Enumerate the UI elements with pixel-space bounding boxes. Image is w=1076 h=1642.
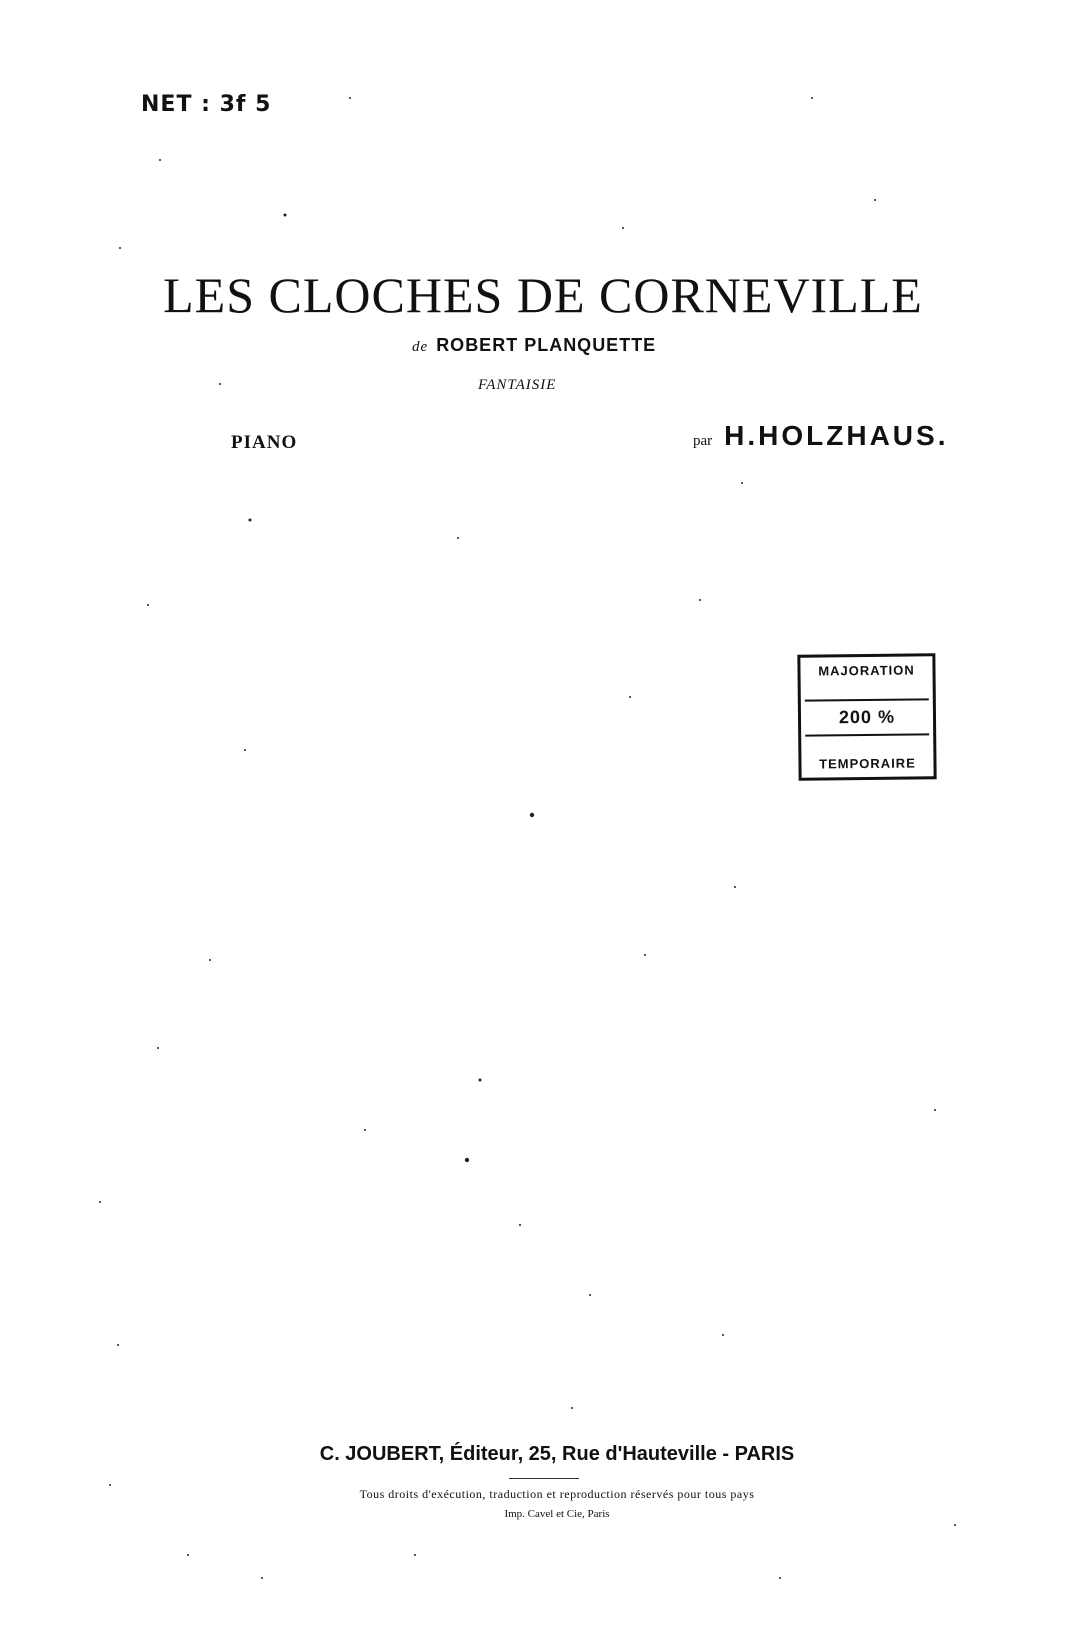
divider — [509, 1478, 579, 1479]
subtitle: FANTAISIE — [478, 377, 557, 393]
publisher-line — [0, 1443, 1076, 1466]
stamp-line-3: TEMPORAIRE — [819, 755, 916, 772]
title-text: LES CLOCHES DE CORNEVILLE — [163, 267, 923, 323]
printer-line — [0, 1508, 1076, 1520]
composer-name: ROBERT PLANQUETTE — [436, 335, 657, 355]
rights-text: Tous droits d'exécution, traduction et reproduction réservés pour tous pays — [359, 1487, 755, 1501]
price-stamp: NET : 3f 5 — [141, 92, 272, 117]
arranger-credit — [693, 420, 948, 452]
printer-text: Imp. Cavel et Cie, Paris — [504, 1508, 610, 1520]
arranger-name: H.HOLZHAUS. — [724, 420, 949, 451]
composer-prefix: de — [412, 339, 429, 355]
stamp-line-2: 200 % — [805, 698, 929, 736]
stamp-line-1: MAJORATION — [818, 662, 915, 679]
composer-credit — [412, 335, 656, 356]
rights-notice — [0, 1487, 1076, 1502]
arranger-prefix: par — [693, 433, 713, 449]
title — [0, 266, 1076, 324]
surcharge-stamp — [797, 653, 936, 780]
publisher-text: C. JOUBERT, Éditeur, 25, Rue d'Hauteville - PARIS — [319, 1443, 795, 1465]
instrument-label: PIANO — [231, 432, 298, 453]
